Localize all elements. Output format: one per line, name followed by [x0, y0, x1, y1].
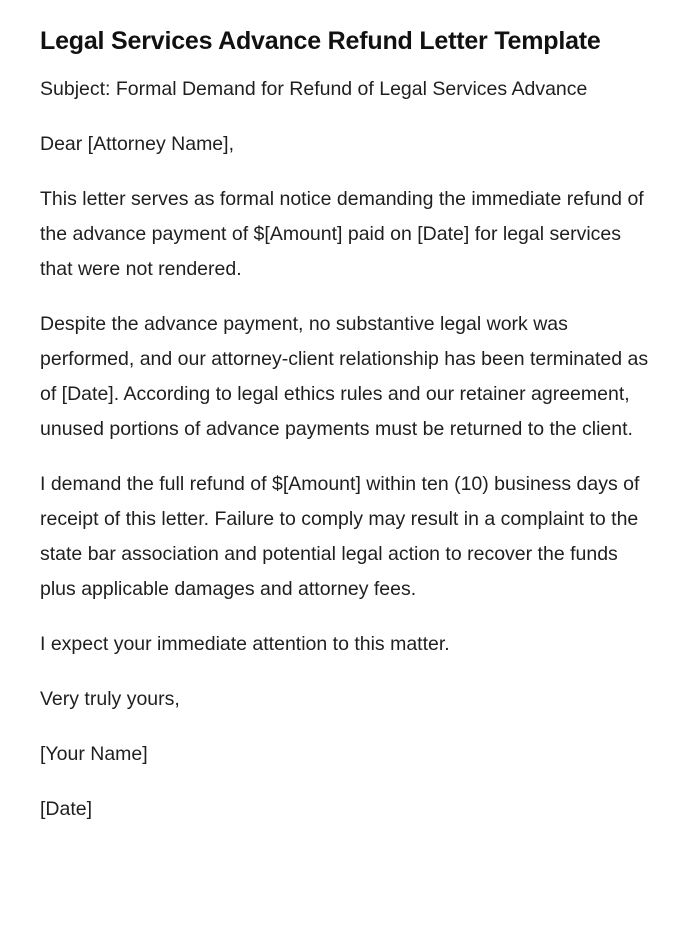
body-paragraph-2: Despite the advance payment, no substantive legal work was performed, and our attorney-client relationship has been terminated as of [Date]. According to legal ethics rules and our retainer agreement, unused portions of advance payments must be returned to the client.	[40, 313, 649, 440]
closing-line: Very truly yours,	[40, 688, 180, 710]
signature-date: [Date]	[40, 798, 93, 820]
subject-line: Subject: Formal Demand for Refund of Legal Services Advance	[40, 78, 588, 100]
body-paragraph-4: I expect your immediate attention to this matter.	[40, 633, 450, 655]
salutation: Dear [Attorney Name],	[40, 133, 234, 155]
document-title: Legal Services Advance Refund Letter Template	[40, 27, 601, 55]
body-paragraph-3: I demand the full refund of $[Amount] within ten (10) business days of receipt of this letter. Failure to comply may result in a complaint to the state bar association and potential legal action to recover the funds plus applicable damages and attorney fees.	[40, 473, 640, 600]
body-paragraph-1: This letter serves as formal notice demanding the immediate refund of the advance payment of $[Amount] paid on [Date] for legal services that were not rendered.	[40, 188, 644, 280]
signature-name: [Your Name]	[40, 743, 148, 765]
